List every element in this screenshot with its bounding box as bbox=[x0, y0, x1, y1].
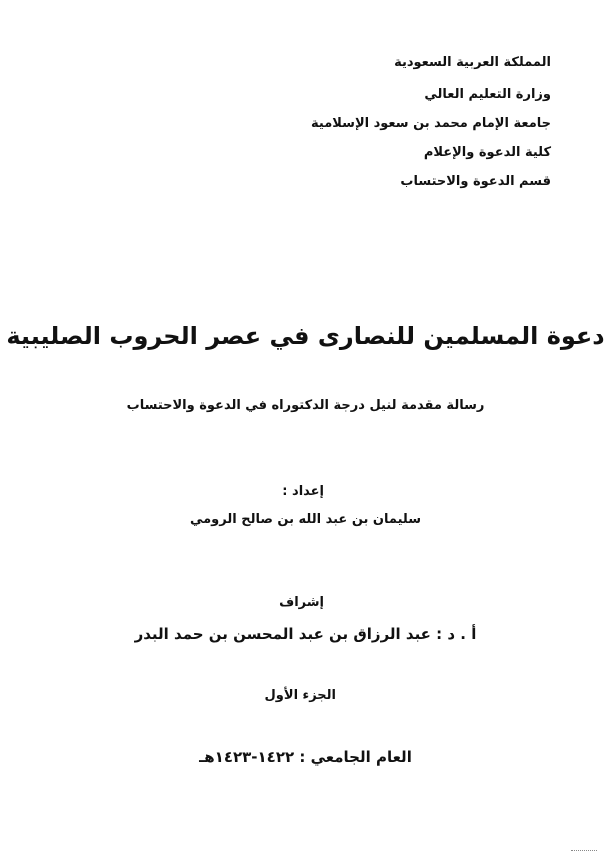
header-college: كلية الدعوة والإعلام bbox=[423, 145, 551, 160]
header-ministry: وزارة التعليم العالي bbox=[424, 87, 551, 102]
header-department: قسم الدعوة والاحتساب bbox=[400, 174, 551, 189]
thesis-subtitle: رسالة مقدمة لنيل درجة الدكتوراه في الدعوة والاحتساب bbox=[126, 398, 485, 413]
supervision-label: إشراف bbox=[279, 595, 324, 610]
header-kingdom: المملكة العربية السعودية bbox=[394, 55, 551, 70]
header-university: جامعة الإمام محمد بن سعود الإسلامية bbox=[311, 116, 551, 131]
academic-year: العام الجامعي : ١٤٢٢-١٤٢٣هـ bbox=[199, 748, 412, 766]
author-name: سليمان بن عبد الله بن صالح الرومي bbox=[189, 512, 422, 527]
volume-label: الجزء الأول bbox=[264, 688, 336, 703]
scan-mark bbox=[571, 842, 597, 851]
preparation-label: إعداد : bbox=[282, 484, 324, 499]
thesis-title: دعوة المسلمين للنصارى في عصر الحروب الصليبية bbox=[6, 322, 605, 350]
supervisor-name: أ . د : عبد الرزاق بن عبد المحسن بن حمد البدر bbox=[134, 625, 477, 643]
